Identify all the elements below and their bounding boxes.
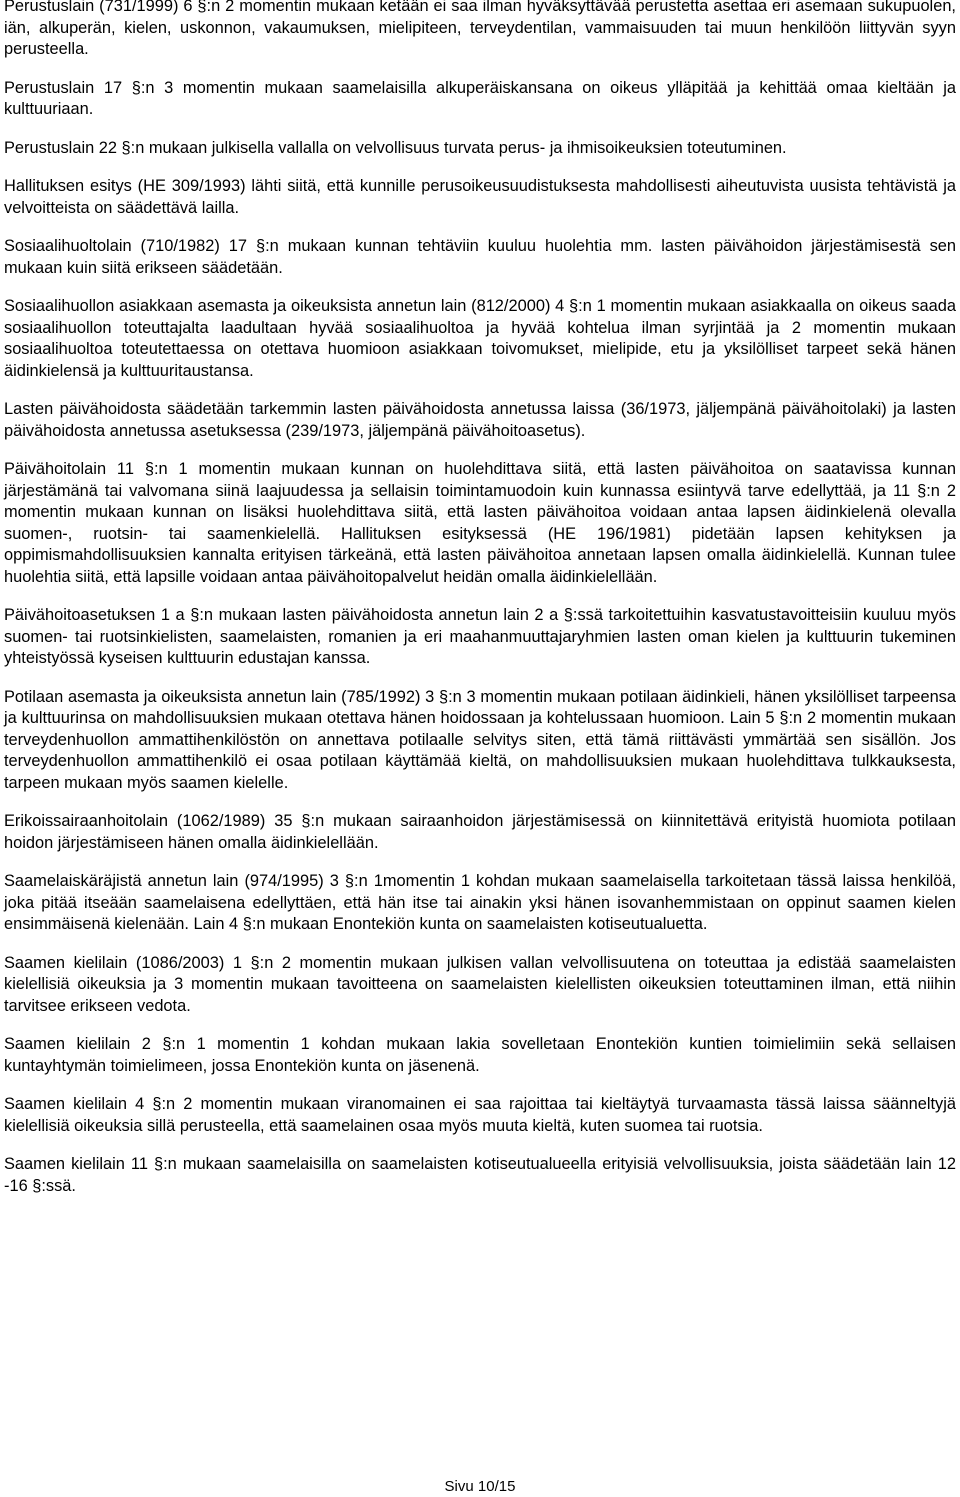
- paragraph-13: Saamen kielilain (1086/2003) 1 §:n 2 momentin mukaan julkisen vallan velvollisuutena on toteuttaa ja edistää saamelaisten kielellisiä oikeuksia ja 3 momentin mukaan tavoitteena on saamelaisten kielellisten oikeuksien toteuttaminen ilman, että niihin tarvitsee erikseen vedota.: [4, 953, 956, 1015]
- paragraph-14: Saamen kielilain 2 §:n 1 momentin 1 kohdan mukaan lakia sovelletaan Enontekiön kuntien toimielimiin sekä sellaisen kuntayhtymän toimielimeen, jossa Enontekiön kunta on jäsenenä.: [4, 1035, 956, 1075]
- paragraph-6: Sosiaalihuollon asiakkaan asemasta ja oikeuksista annetun lain (812/2000) 4 §:n 1 momentin mukaan asiakkaalla on oikeus saada sosiaalihuollon toteuttajalta laadultaan hyvää sosiaalihuoltoa ja hyvää kohtelua ilman syrjintää ja 2 momentin mukaan sosiaalihuoltoa toteutettaessa on otettava huomioon asiakkaan toivomukset, mielipide, etu ja yksilölliset tarpeet sekä hänen äidinkielensä ja kulttuuritaustansa.: [4, 297, 956, 380]
- paragraph-15: Saamen kielilain 4 §:n 2 momentin mukaan viranomainen ei saa rajoittaa tai kieltäytyä turvaamasta tässä laissa säänneltyjä kielellisiä oikeuksia sillä perusteella, että saamelainen osaa myös muuta kieltä, kuten suomea tai ruotsia.: [4, 1095, 956, 1135]
- page-number-footer: Sivu 10/15: [444, 1478, 516, 1495]
- paragraph-11: Erikoissairaanhoitolain (1062/1989) 35 §:n mukaan sairaanhoidon järjestämisessä on kiinnitettävä erityistä huomiota potilaan hoidon järjestämiseen hänen omalla äidinkielellään.: [4, 812, 956, 852]
- paragraph-12: Saamelaiskäräjistä annetun lain (974/1995) 3 §:n 1momentin 1 kohdan mukaan saamelaisella tarkoitetaan tässä laissa henkilöä, joka pitää itseään saamelaisena edellyttäen, että hän itse tai ainakin yksi hänen isovanhemmistaan on oppinut saamen kielen ensimmäisenä kielenään. Lain 4 §:n mukaan Enontekiön kunta on saamelaisten kotiseutualuetta.: [4, 872, 956, 933]
- paragraph-3: Perustuslain 22 §:n mukaan julkisella vallalla on velvollisuus turvata perus- ja ihmisoikeuksien toteutuminen.: [4, 138, 787, 157]
- paragraph-1: Perustuslain (731/1999) 6 §:n 2 momentin mukaan ketään ei saa ilman hyväksyttävää perustetta asettaa eri asemaan sukupuolen, iän, alkuperän, kielen, uskonnon, vakaumuksen, mielipiteen, terveydentilan, vammaisuuden tai muun henkilöön liittyvän syyn perusteella.: [4, 0, 956, 58]
- paragraph-9: Päivähoitoasetuksen 1 a §:n mukaan lasten päivähoidosta annetun lain 2 a §:ssä tarkoitettuihin kasvatustavoitteisiin kuuluu myös suomen- tai ruotsinkielisten, saamelaisten, romanien ja eri maahanmuuttajaryhmien lasten oman kielen ja kulttuurin tukeminen yhteistyössä kyseisen kulttuurin edustajan kanssa.: [4, 606, 956, 667]
- paragraph-5: Sosiaalihuoltolain (710/1982) 17 §:n mukaan kunnan tehtäviin kuuluu huolehtia mm. lasten päivähoidon järjestämisestä sen mukaan kuin siitä erikseen säädetään.: [4, 237, 956, 277]
- paragraph-16: Saamen kielilain 11 §:n mukaan saamelaisilla on saamelaisten kotiseutualueella erityisiä velvollisuuksia, joista säädetään lain 12 -16 §:ssä.: [4, 1155, 956, 1195]
- paragraph-10: Potilaan asemasta ja oikeuksista annetun lain (785/1992) 3 §:n 3 momentin mukaan potilaan äidinkieli, hänen yksilölliset tarpeensa ja kulttuurinsa on mahdollisuuksien mukaan otettava hänen hoidossaan ja kohtelussaan huomioon. Lain 5 §:n 2 momentin mukaan terveydenhuollon ammattihenkilöstön on annettava potilaalle selvitys siten, että tämä riittävästi ymmärtää sen sisällön. Jos terveydenhuollon ammattihenkilö ei osaa potilaan käyttämää kieltä, on mahdollisuuksien mukaan huolehdittava tulkkauksesta, tarpeen mukaan myös saamen kielelle.: [4, 687, 956, 792]
- paragraph-2: Perustuslain 17 §:n 3 momentin mukaan saamelaisilla alkuperäiskansana on oikeus ylläpitää ja kehittää omaa kieltään ja kulttuuriaan.: [4, 78, 956, 118]
- document-body: [4, 0, 956, 1214]
- paragraph-7: Lasten päivähoidosta säädetään tarkemmin lasten päivähoidosta annetussa laissa (36/1973, jäljempänä päivähoitolaki) ja lasten päivähoidosta annetussa asetuksessa (239/1973, jäljempänä päivähoitoasetus).: [4, 400, 956, 440]
- paragraph-4: Hallituksen esitys (HE 309/1993) lähti siitä, että kunnille perusoikeusuudistuksesta mahdollisesti aiheutuvista uusista tehtävistä ja velvoitteista on säädettävä lailla.: [4, 177, 956, 217]
- paragraph-8: Päivähoitolain 11 §:n 1 momentin mukaan kunnan on huolehdittava siitä, että lasten päivähoitoa on saatavissa kunnan järjestämänä tai valvomana siinä laajuudessa ja sellaisin toimintamuodoin kuin kunnassa esiintyvä tarve edellyttää, ja 11 §:n 2 momentin mukaan kunnan on lisäksi huolehdittava siitä, että lasten päivähoitoa voidaan antaa lapsen äidinkielenä olevalla suomen-, ruotsin- tai saamenkielellä. Hallituksen esityksessä (HE 196/1981) pidetään lapsen kehityksen ja oppimismahdollisuuksien kannalta erityisen tärkeänä, että lasten päivähoitoa annetaan lapsen omalla äidinkielellä. Kunnan tulee huolehtia siitä, että lapsille voidaan antaa päivähoitopalvelut heidän omalla äidinkielellään.: [4, 460, 956, 586]
